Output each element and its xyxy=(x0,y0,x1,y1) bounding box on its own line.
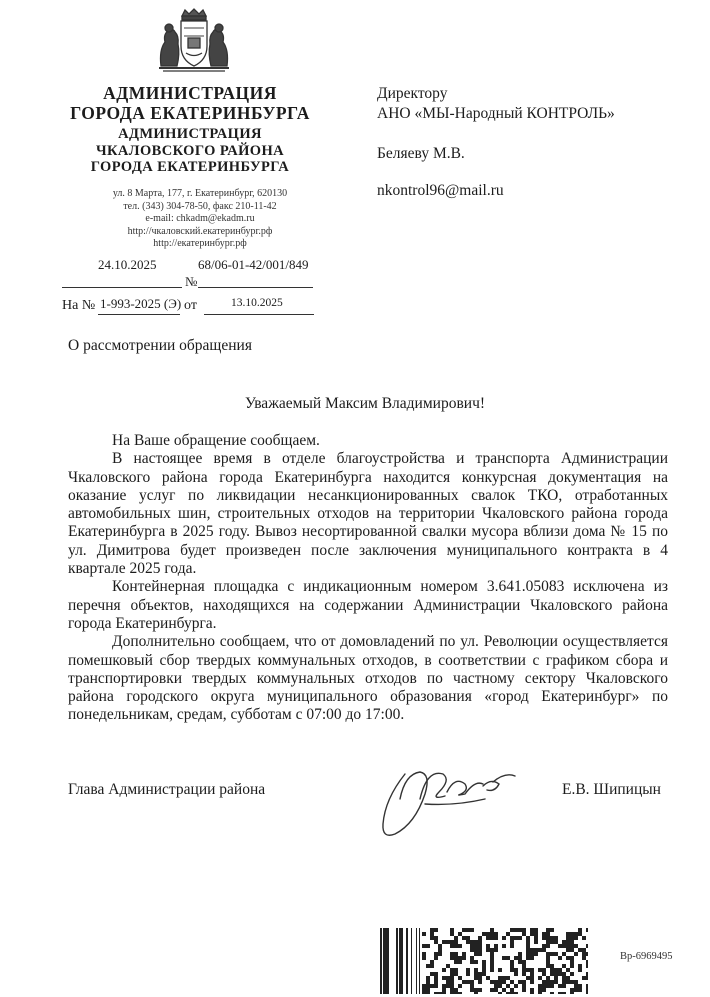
barcode-icon xyxy=(380,928,588,994)
reply-number-line xyxy=(98,314,180,315)
org-phone: тел. (343) 304-78-50, факс 210-11-42 xyxy=(123,200,277,212)
org-site-1: http://чкаловский.екатеринбург.рф xyxy=(127,225,273,237)
reg-number-sign: № xyxy=(185,274,198,289)
org-line-5: ГОРОДА ЕКАТЕРИНБУРГА xyxy=(90,159,290,175)
letter-body xyxy=(68,432,668,725)
org-name-district xyxy=(55,126,325,176)
reply-date: 13.10.2025 xyxy=(231,297,283,309)
addressee-name: Беляеву М.В. xyxy=(377,145,465,162)
reg-date: 24.10.2025 xyxy=(98,257,157,272)
reply-date-line xyxy=(204,314,314,315)
body-paragraph-2: В настоящее время в отделе благоустройства и транспорта Администрации Чкаловского района города Екатеринбурга находится конкурсная документация на оказание услуг по ликвидации несанкционированных свалок ТКО, отработанных автомобильных шин, строительных отходов на территории Чкаловского района города Екатеринбурга в 2025 году. Вывоз несортированной свалки мусора вблизи дома № 15 по ул. Димитрова будет произведен после заключения муниципального контракта в 4 квартале 2025 года. xyxy=(68,450,668,578)
addressee-email: nkontrol96@mail.ru xyxy=(377,182,504,199)
addressee-position: Директору xyxy=(377,85,448,102)
org-name-city xyxy=(55,83,325,123)
reply-prefix: На № xyxy=(62,298,96,313)
reply-number: 1-993-2025 (Э) xyxy=(100,296,182,311)
reply-from: от xyxy=(184,298,197,313)
org-line-2: ГОРОДА ЕКАТЕРИНБУРГА xyxy=(70,103,310,123)
addressee-organization: АНО «МЫ-Народный КОНТРОЛЬ» xyxy=(377,105,615,122)
coat-of-arms-icon xyxy=(155,8,233,74)
reg-number: 68/06-01-42/001/849 xyxy=(198,257,309,272)
letter-greeting: Уважаемый Максим Владимирович! xyxy=(244,395,486,412)
reg-number-line xyxy=(198,287,313,288)
org-line-1: АДМИНИСТРАЦИЯ xyxy=(103,83,277,103)
signatory-position: Глава Администрации района xyxy=(68,781,266,798)
handwritten-signature-icon xyxy=(365,744,535,844)
org-contacts xyxy=(60,188,340,251)
org-line-3: АДМИНИСТРАЦИЯ xyxy=(118,126,262,142)
body-paragraph-3: Контейнерная площадка с индикационным номером 3.641.05083 исключена из перечня объектов, находящихся на содержании Администрации Чкаловского района города Екатеринбурга. xyxy=(68,578,668,632)
document-id: Вр-6969495 xyxy=(620,951,673,962)
body-paragraph-4: Дополнительно сообщаем, что от домовладений по ул. Революции осуществляется помешковый сбор твердых коммунальных отходов, в соответствии с графиком сбора и транспортировки твердых коммунальных отходов по частному сектору Чкаловского района городского округа муниципального образования «город Екатеринбург» по понедельникам, средам, субботам с 07:00 до 17:00. xyxy=(68,633,668,724)
letter-subject: О рассмотрении обращения xyxy=(68,337,252,354)
signatory-name: Е.В. Шипицын xyxy=(562,781,661,798)
org-line-4: ЧКАЛОВСКОГО РАЙОНА xyxy=(95,142,285,159)
body-paragraph-1: На Ваше обращение сообщаем. xyxy=(112,432,320,449)
reg-date-line xyxy=(62,287,182,288)
org-address: ул. 8 Марта, 177, г. Екатеринбург, 620130 xyxy=(112,188,288,199)
org-email: e-mail: chkadm@ekadm.ru xyxy=(145,213,255,224)
org-site-2: http://екатеринбург.рф xyxy=(153,238,247,249)
